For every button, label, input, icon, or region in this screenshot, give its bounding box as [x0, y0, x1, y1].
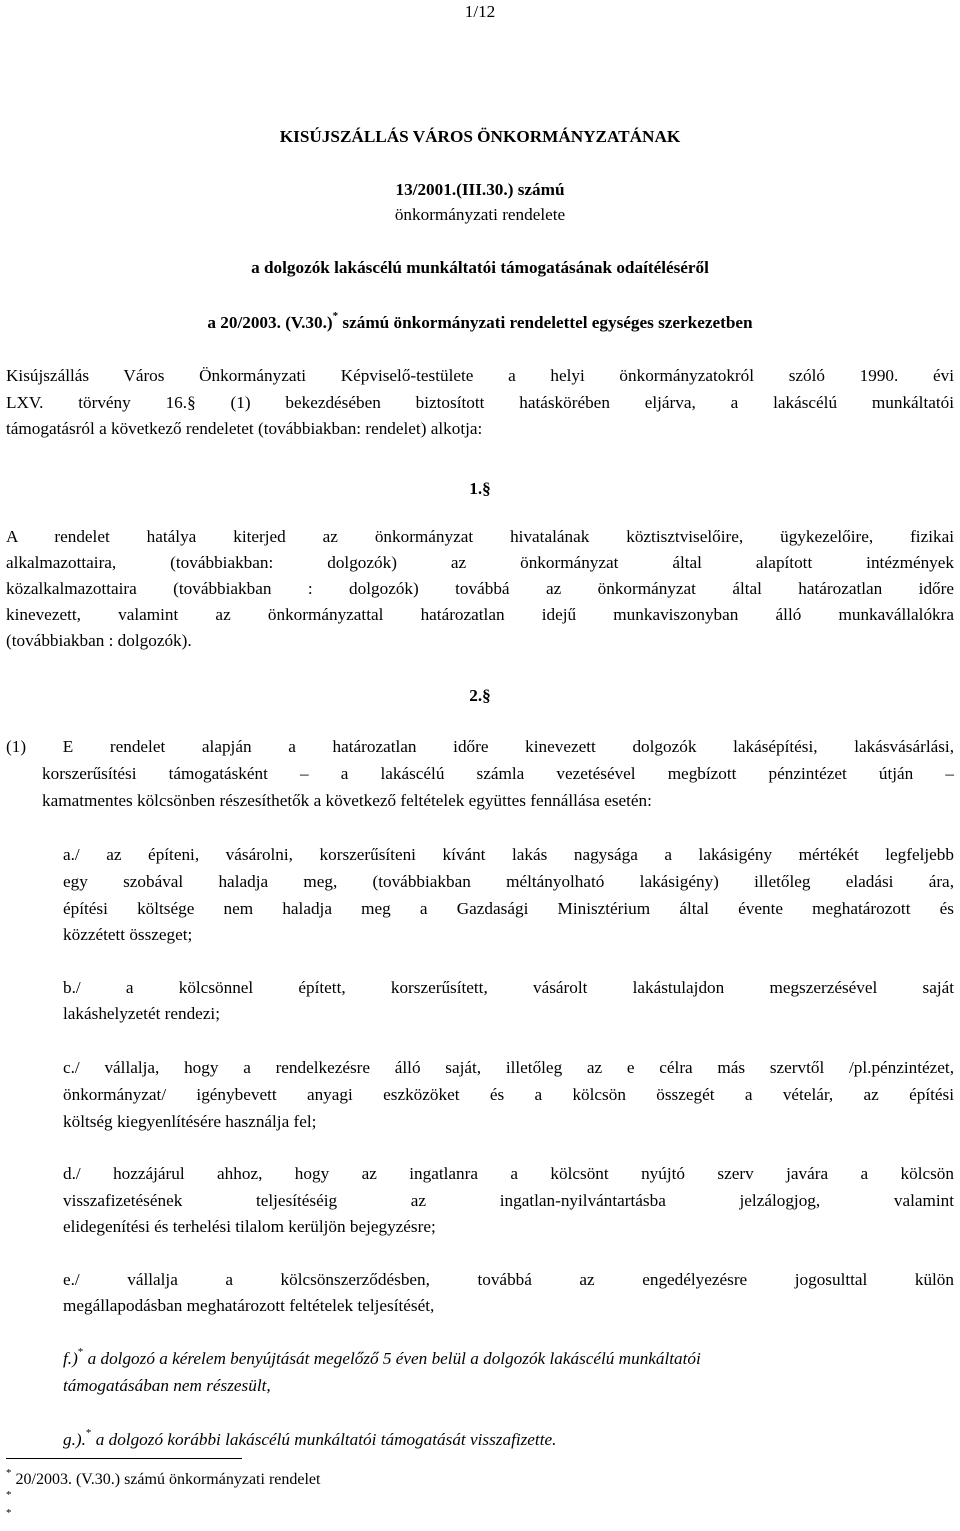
section-2-para-1-line-3: kamatmentes kölcsönben részesíthetők a következő feltételek együttes fennállása esetén:	[42, 791, 652, 810]
item-c-line-3: költség kiegyenlítésére használja fel;	[63, 1112, 317, 1131]
section-2-para-1-line-2: korszerűsítési támogatásként – a lakáscélú számla vezetésével megbízott pénzintézet útján –	[42, 764, 954, 783]
preamble-line-1: Kisújszállás Város Önkormányzati Képviselő-testülete a helyi önkormányzatokról szóló 1990. évi	[6, 366, 954, 385]
footnote-3-mark: *	[6, 1506, 12, 1519]
section-1-line-2: alkalmazottaira, (továbbiakban: dolgozók) az önkormányzat által alapított intézmények	[6, 553, 954, 572]
item-e-line-2: megállapodásban meghatározott feltételek teljesítését,	[63, 1296, 435, 1315]
footnote-1	[6, 1468, 320, 1491]
item-c-line-2: önkormányzat/ igénybevett anyagi eszközöket és a kölcsön összegét a vételár, az építési	[63, 1085, 954, 1104]
consolidation-suffix: számú önkormányzati rendelettel egységes szerkezetben	[342, 313, 753, 332]
section-2-para-1-line-1: (1) E rendelet alapján a határozatlan időre kinevezett dolgozók lakásépítési, lakásvásárlási,	[6, 737, 954, 756]
section-1-line-4: kinevezett, valamint az önkormányzattal határozatlan idejű munkaviszonyban álló munkavállalókra	[6, 605, 954, 624]
section-1-line-5: (továbbiakban : dolgozók).	[6, 631, 192, 650]
item-d-line-2: visszafizetésének teljesítéséig az ingatlan-nyilvántartásba jelzálogjog, valamint	[63, 1191, 954, 1210]
item-d-line-1: d./ hozzájárul ahhoz, hogy az ingatlanra a kölcsönt nyújtó szerv javára a kölcsön	[63, 1164, 954, 1183]
item-d-line-3: elidegenítési és terhelési tilalom kerüljön bejegyzésre;	[63, 1217, 436, 1236]
item-f-line-1	[63, 1347, 954, 1370]
consolidation-note	[0, 311, 960, 334]
item-a-line-1: a./ az építeni, vásárolni, korszerűsíteni kívánt lakás nagysága a lakásigény mértékét legfeljebb	[63, 845, 954, 864]
item-f-line-2: támogatásában nem részesült,	[63, 1376, 271, 1395]
item-g-text: a dolgozó korábbi lakáscélú munkáltatói támogatását visszafizette.	[95, 1430, 557, 1449]
section-1-heading: 1.§	[469, 479, 491, 498]
item-b-line-1: b./ a kölcsönnel épített, korszerűsített, vásárolt lakástulajdon megszerzésével saját	[63, 978, 954, 997]
footnote-reference-mark: *	[77, 1346, 84, 1359]
item-a-line-2: egy szobával haladja meg, (továbbiakban méltányolható lakásigény) illetőleg eladási ára,	[63, 872, 954, 891]
item-c-line-1: c./ vállalja, hogy a rendelkezésre álló saját, illetőleg az e célra más szervtől /pl.pénzintézet,	[63, 1058, 954, 1077]
item-f-text: a dolgozó a kérelem benyújtását megelőző 5 éven belül a dolgozók lakáscélú munkáltatói	[87, 1349, 701, 1368]
section-2-heading: 2.§	[469, 686, 491, 705]
preamble-line-2: LXV. törvény 16.§ (1) bekezdésében biztosított hatáskörében eljárva, a lakáscélú munkáltatói	[6, 393, 954, 412]
item-g-prefix: g.).	[63, 1430, 86, 1449]
regulation-number: 13/2001.(III.30.) számú	[395, 180, 565, 199]
consolidation-prefix: a 20/2003. (V.30.)	[207, 313, 333, 332]
page-number: 1/12	[464, 2, 496, 21]
footnote-separator	[6, 1458, 242, 1459]
section-1-line-1: A rendelet hatálya kiterjed az önkormányzat hivatalának köztisztviselőire, ügykezelőire, fizikai	[6, 527, 954, 546]
item-g-line	[63, 1428, 954, 1451]
item-f-prefix: f.)	[63, 1349, 78, 1368]
item-a-line-3: építési költsége nem haladja meg a Gazdasági Minisztérium által évente meghatározott és	[63, 899, 954, 918]
footnote-1-text: 20/2003. (V.30.) számú önkormányzati rendelet	[11, 1471, 321, 1488]
item-a-line-4: közzétett összeget;	[63, 925, 193, 944]
footnote-2-mark: *	[6, 1488, 12, 1501]
preamble-line-3: támogatásról a következő rendeletet (továbbiakban: rendelet) alkotja:	[6, 419, 483, 438]
footnote-reference-mark: *	[85, 1427, 92, 1440]
footnote-3	[6, 1508, 12, 1531]
footnote-1-mark: *	[6, 1466, 12, 1479]
item-e-line-1: e./ vállalja a kölcsönszerződésben, továbbá az engedélyezésre jogosulttal külön	[63, 1270, 954, 1289]
regulation-subject: a dolgozók lakáscélú munkáltatói támogatásának odaítéléséről	[251, 258, 709, 277]
footnote-reference-mark: *	[332, 310, 339, 323]
regulation-type: önkormányzati rendelete	[394, 205, 566, 224]
item-b-line-2: lakáshelyzetét rendezi;	[63, 1004, 220, 1023]
section-1-line-3: közalkalmazottaira (továbbiakban : dolgozók) továbbá az önkormányzat által határozatlan időre	[6, 579, 954, 598]
document-title: KISÚJSZÁLLÁS VÁROS ÖNKORMÁNYZATÁNAK	[279, 127, 681, 146]
